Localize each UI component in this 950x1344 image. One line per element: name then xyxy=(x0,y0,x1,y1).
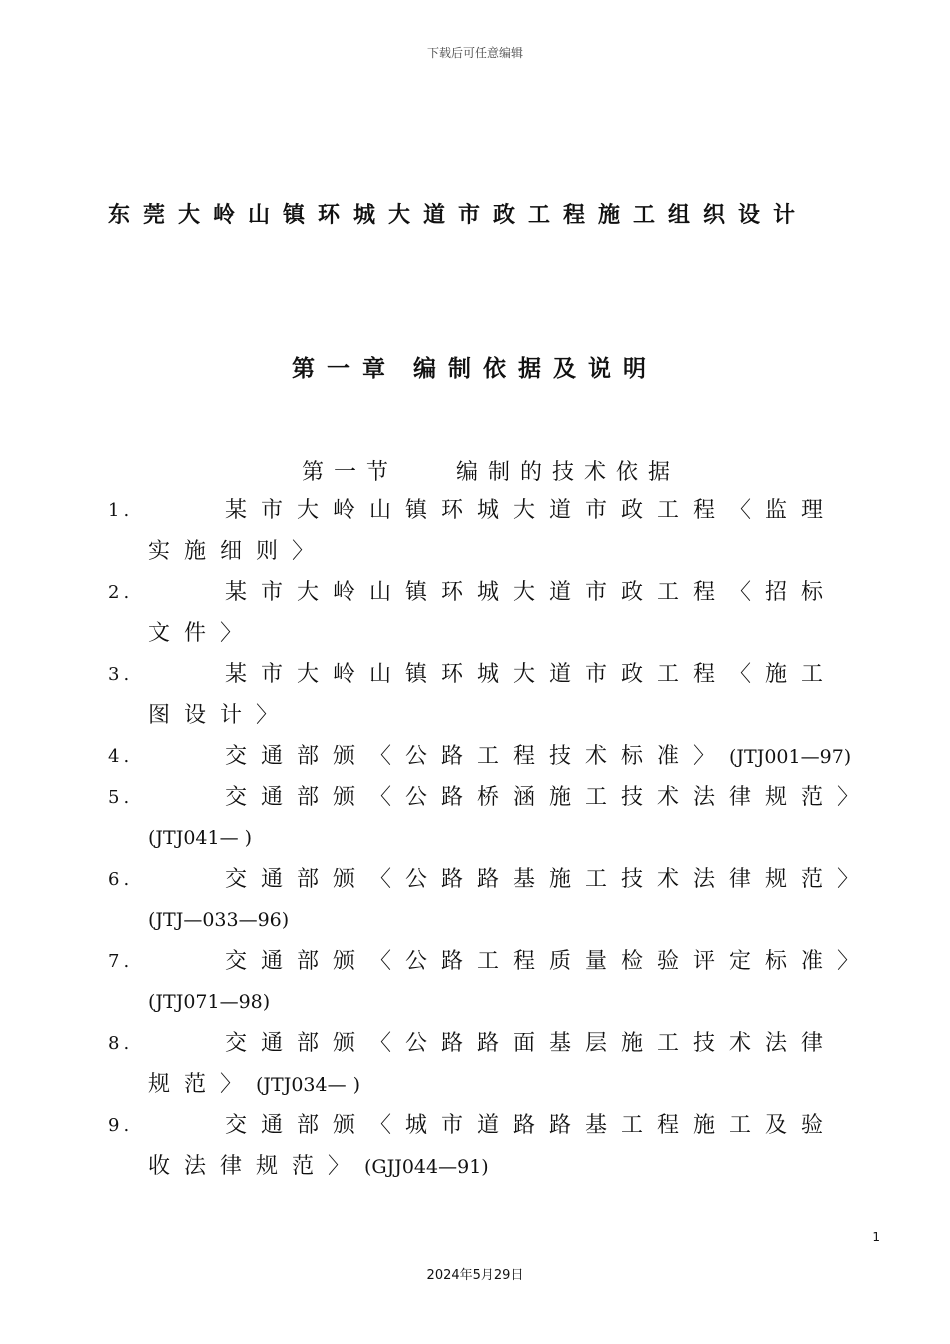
chapter-title: 编制依据及说明 xyxy=(413,356,658,382)
section-number: 第一节 xyxy=(302,460,399,485)
item-code: (JTJ041— ) xyxy=(148,827,253,849)
list-item xyxy=(108,654,868,736)
item-text-continued: 图设计〉 xyxy=(148,703,293,728)
item-text-continued: 规范〉 xyxy=(148,1072,257,1097)
item-number: 9. xyxy=(108,1115,134,1136)
item-code: (GJJ044—91) xyxy=(364,1156,489,1178)
item-text: 某市大岭山镇环城大道市政工程〈施工 xyxy=(225,662,838,687)
list-item xyxy=(108,490,868,572)
item-number: 7. xyxy=(108,951,134,972)
item-text: 交通部颁〈公路工程技术标准〉 xyxy=(225,744,730,769)
reference-list xyxy=(108,490,874,1187)
section-title: 编制的技术依据 xyxy=(456,460,681,485)
item-code: (JTJ034— ) xyxy=(256,1074,361,1096)
page-footer-date: 2024年5月29日 xyxy=(426,1268,524,1283)
item-number: 6. xyxy=(108,869,134,890)
item-number: 3. xyxy=(108,664,134,685)
item-number: 1. xyxy=(108,500,134,521)
list-item xyxy=(108,1105,868,1187)
item-text: 交通部颁〈公路路面基层施工技术法律 xyxy=(225,1031,838,1056)
item-code: (JTJ071—98) xyxy=(148,991,271,1013)
chapter-number: 第一章 xyxy=(292,356,397,382)
item-text: 交通部颁〈公路工程质量检验评定标准〉 xyxy=(225,949,874,974)
page-number: 1 xyxy=(872,1230,880,1244)
list-item xyxy=(108,777,874,859)
list-item xyxy=(108,736,868,777)
list-item xyxy=(108,859,874,941)
item-text: 某市大岭山镇环城大道市政工程〈监理 xyxy=(225,498,838,523)
item-text-continued: 收法律规范〉 xyxy=(148,1154,365,1179)
item-number: 5. xyxy=(108,787,134,808)
item-text-continued: 文件〉 xyxy=(148,621,257,646)
item-text: 某市大岭山镇环城大道市政工程〈招标 xyxy=(225,580,838,605)
item-number: 2. xyxy=(108,582,134,603)
item-number: 4. xyxy=(108,746,134,767)
item-code: (JTJ—033—96) xyxy=(148,909,290,931)
item-text-continued: 实施细则〉 xyxy=(148,539,329,564)
list-item xyxy=(108,1023,868,1105)
item-text: 交通部颁〈公路路基施工技术法律规范〉 xyxy=(225,867,874,892)
list-item xyxy=(108,572,868,654)
item-text: 交通部颁〈公路桥涵施工技术法律规范〉 xyxy=(225,785,874,810)
item-code: (JTJ001—97) xyxy=(729,746,852,768)
item-number: 8. xyxy=(108,1033,134,1054)
item-text: 交通部颁〈城市道路路基工程施工及验 xyxy=(225,1113,838,1138)
list-item xyxy=(108,941,874,1023)
document-title: 东莞大岭山镇环城大道市政工程施工组织设计 xyxy=(108,203,809,228)
section-heading xyxy=(302,455,680,486)
page-header: 下载后可任意编辑 xyxy=(426,46,523,60)
chapter-heading xyxy=(0,350,950,383)
